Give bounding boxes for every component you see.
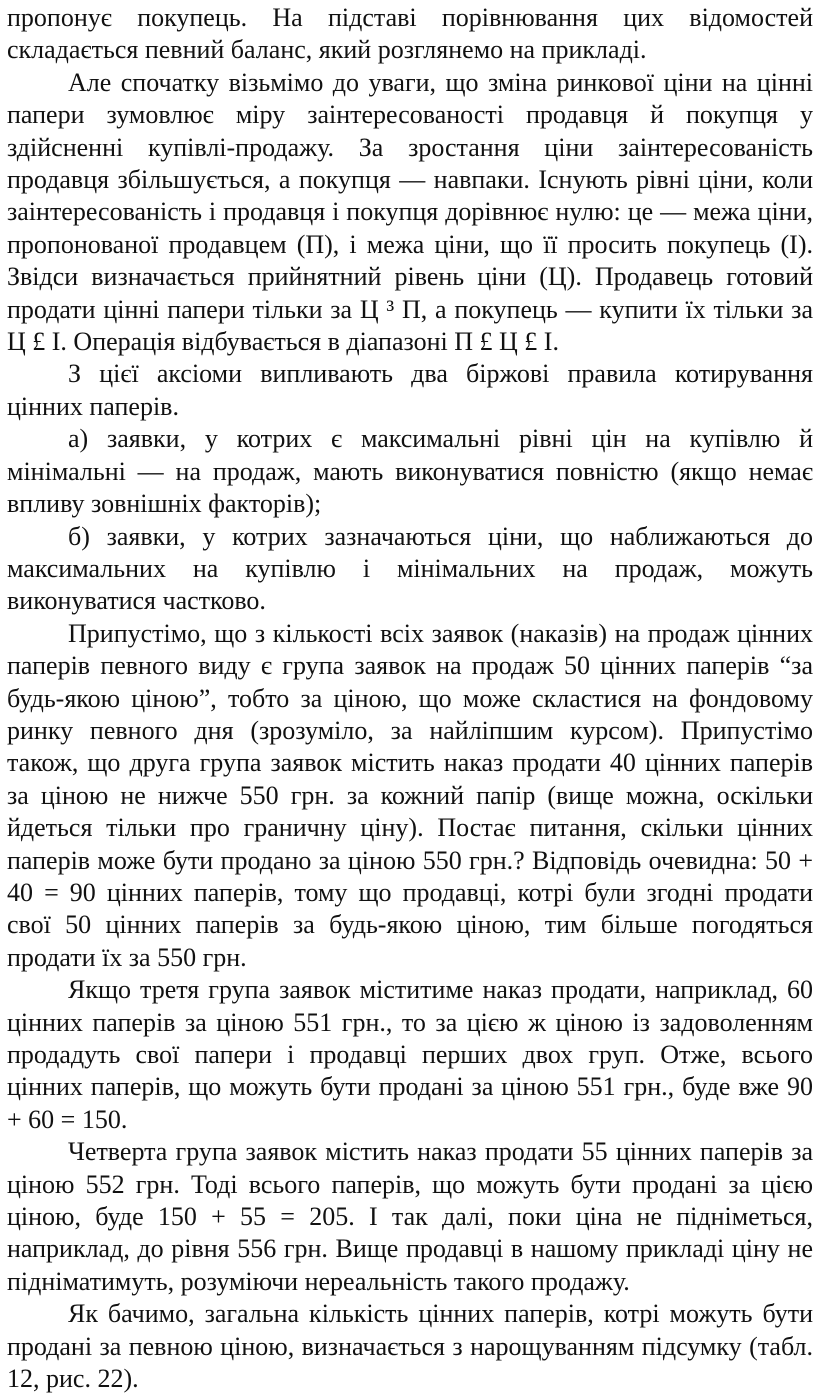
paragraph-4: а) заявки, у котрих є максимальні рівні цін на купівлю й мінімальні — на продаж, мають виконуватися повністю (якщо немає впливу зовнішніх факторів); bbox=[7, 424, 813, 519]
paragraph-2: Але спочатку візьмімо до уваги, що зміна ринкової ціни на цінні папери зумовлює міру заінтересованості продавця й покупця у здійсненні купівлі-продажу. За зростання ціни заінтересованість продавця збільшується, а покупця — навпаки. Існують рівні ціни, коли заінтересованість і продавця і покупця дорівнює нулю: це — межа ціни, пропонованої продавцем (П), і межа ціни, що її просить покупець (І). Звідси визначається прийнятний рівень ціни (Ц). Продавець готовий продати цінні папери тільки за Ц ³ П, а покупець — купити їх тільки за Ц £ І. Операція відбувається в діапазоні П £ Ц £ І. bbox=[7, 67, 813, 357]
paragraph-3: З цієї аксіоми випливають два біржові правила котирування цінних паперів. bbox=[7, 359, 813, 421]
document-page bbox=[7, 2, 813, 1395]
paragraph-7: Якщо третя група заявок міститиме наказ продати, наприклад, 60 цінних паперів за ціною 551 грн., то за цією ж ціною із задоволенням продадуть свої папери і продавці перших двох груп. Отже, всього цінних паперів, що можуть бути продані за ціною 551 грн., буде вже 90 + 60 = 150. bbox=[7, 975, 813, 1134]
paragraph-6: Припустімо, що з кількості всіх заявок (наказів) на продаж цінних паперів певного виду є група заявок на продаж 50 цінних паперів “за будь-якою ціною”, тобто за ціною, що може скластися на фондовому ринку певного дня (зрозуміло, за найліпшим курсом). Припустімо також, що друга група заявок містить наказ продати 40 цінних паперів за ціною не нижче 550 грн. за кожний папір (вище можна, оскільки йдеться тільки про граничну ціну). Постає питання, скільки цінних паперів може бути продано за ціною 550 грн.? Відповідь очевидна: 50 + 40 = 90 цінних паперів, тому що продавці, котрі були згодні продати свої 50 цінних паперів за будь-якою ціною, тим більше погодяться продати їх за 550 грн. bbox=[7, 618, 813, 972]
paragraph-1: пропонує покупець. На підставі порівнювання цих відомостей складається певний баланс, який розглянемо на прикладі. bbox=[7, 3, 813, 65]
paragraph-8: Четверта група заявок містить наказ продати 55 цінних паперів за ціною 552 грн. Тоді всього паперів, що можуть бути продані за цією ціною, буде 150 + 55 = 205. І так далі, поки ціна не підніметься, наприклад, до рівня 556 грн. Вище продавці в нашому прикладі ціну не підніматимуть, розуміючи нереальність такого продажу. bbox=[7, 1137, 813, 1296]
paragraph-9: Як бачимо, загальна кількість цінних паперів, котрі можуть бути продані за певною ціною, визначається з нарощуванням підсумку (табл. 12, рис. 22). bbox=[7, 1299, 813, 1394]
paragraph-5: б) заявки, у котрих зазначаються ціни, що наближаються до максимальних на купівлю і мінімальних на продаж, можуть виконуватися частково. bbox=[7, 521, 813, 616]
